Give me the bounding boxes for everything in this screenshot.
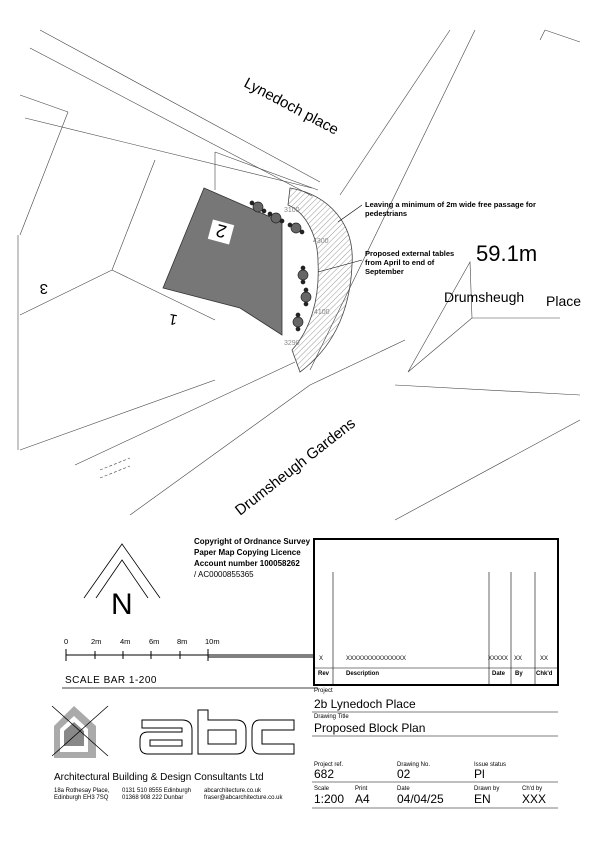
north-arrow — [82, 540, 162, 620]
drawing-title-label: Drawing Title — [314, 714, 349, 720]
dim-4100: 4100 — [314, 309, 330, 316]
scale-tick-10m: 10m — [205, 637, 220, 646]
phone-edinburgh: 0131 510 8555 Edinburgh — [122, 788, 192, 794]
project-label: Project — [314, 688, 333, 694]
street-label-drumsheugh-gardens: Drumsheugh Gardens — [231, 414, 359, 520]
company-name: Architectural Building & Design Consultants Ltd — [54, 772, 264, 783]
description-cell: XXXXXXXXXXXXXXX — [346, 656, 407, 662]
company-phones — [122, 788, 191, 802]
building-1-number: 1 — [167, 310, 179, 329]
project-ref-label: Project ref. — [314, 762, 344, 768]
address-line-1: 18a Rothesay Place, — [54, 788, 110, 794]
print-label: Print — [355, 786, 368, 792]
company-website[interactable]: abcarchitecture.co.uk — [204, 788, 262, 794]
by-header: By — [515, 671, 523, 677]
address-line-2: Edinburgh EH3 7SQ — [54, 795, 109, 801]
company-logo — [52, 700, 302, 770]
copyright-line-4: / AC0000855365 — [194, 570, 254, 579]
date-cell: XXXXX — [488, 656, 509, 662]
svg-text:2: 2 — [213, 220, 229, 242]
issue-status-label: Issue status — [474, 762, 507, 768]
project-ref: 682 — [314, 767, 335, 781]
drawing-no: 02 — [397, 767, 411, 781]
company-contact — [204, 788, 282, 802]
date-label: Date — [397, 786, 410, 792]
scale-label: Scale — [314, 786, 330, 792]
drawn-by-label: Drawn by — [474, 786, 500, 792]
company-email[interactable]: fraser@abcarchitecture.co.uk — [204, 795, 283, 801]
copyright-line-2: Paper Map Copying Licence — [194, 548, 301, 557]
scale-bar-caption: SCALE BAR 1-200 — [65, 675, 157, 686]
house-logo-icon — [52, 706, 108, 758]
rev-cell: X — [319, 656, 324, 662]
rev-header: Rev — [318, 671, 330, 677]
dim-3290: 3290 — [284, 340, 300, 347]
copyright-line-1: Copyright of Ordnance Survey — [194, 537, 311, 546]
description-header: Description — [346, 671, 380, 677]
dim-3100: 3100 — [284, 207, 300, 214]
scale-tick-6m: 6m — [149, 637, 160, 646]
chkd-by-label: Ch'd by — [522, 786, 543, 792]
date-value: 04/04/25 — [397, 792, 444, 806]
company-address — [54, 788, 109, 802]
drawing-title: Proposed Block Plan — [314, 721, 426, 735]
scale-tick-4m: 4m — [120, 637, 131, 646]
scale-tick-8m: 8m — [177, 637, 188, 646]
scale-value: 1:200 — [314, 792, 345, 806]
abc-wordmark — [140, 710, 294, 754]
by-cell: XX — [514, 656, 523, 662]
copyright-line-3: Account number 100058262 — [194, 559, 300, 568]
drawn-by-value: EN — [474, 792, 491, 806]
revision-table — [313, 538, 559, 686]
chkd-cell: XX — [540, 656, 549, 662]
north-label: N — [111, 588, 133, 620]
street-label-place: Place — [546, 293, 582, 309]
note-tables: Proposed external tables from April to end of September — [365, 249, 455, 276]
phone-dunbar: 01368 908 222 Dunbar — [122, 795, 184, 801]
issue-status: Pl — [474, 767, 485, 781]
chkd-by-value: XXX — [522, 792, 547, 806]
note-passage: Leaving a minimum of 2m wide free passage for pedestrians — [365, 200, 536, 218]
street-label-lynedoch: Lynedoch place — [241, 74, 342, 139]
building-3-number: 3 — [39, 280, 48, 297]
street-label-drumsheugh: Drumsheugh — [444, 289, 525, 305]
project-name: 2b Lynedoch Place — [314, 697, 416, 711]
print-value: A4 — [355, 792, 370, 806]
date-header: Date — [492, 671, 506, 677]
scale-tick-2m: 2m — [91, 637, 102, 646]
scale-tick-0: 0 — [64, 637, 69, 646]
chkd-header: Chk'd — [536, 671, 553, 677]
height-label: 59.1m — [476, 241, 538, 266]
drawing-no-label: Drawing No. — [397, 762, 431, 768]
copyright-notice — [194, 536, 324, 580]
dim-4300: 4300 — [313, 238, 329, 245]
